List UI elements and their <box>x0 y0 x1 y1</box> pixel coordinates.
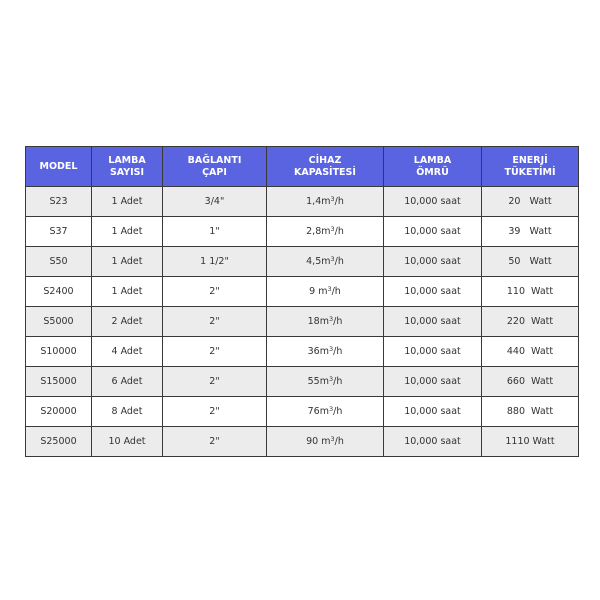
table-row <box>26 247 579 277</box>
cell-lamp-count: 2 Adet <box>92 307 163 337</box>
header-connection-diameter: BAĞLANTI ÇAPI <box>163 147 267 187</box>
cell-lamp-life: 10,000 saat <box>384 307 482 337</box>
table-row <box>26 277 579 307</box>
cell-connection: 2" <box>163 307 267 337</box>
cell-capacity <box>267 187 384 217</box>
table-body <box>26 187 579 457</box>
cell-lamp-life: 10,000 saat <box>384 397 482 427</box>
cell-capacity <box>267 247 384 277</box>
cell-lamp-count: 1 Adet <box>92 247 163 277</box>
capacity-value: 9 m <box>309 286 328 297</box>
capacity-unit-exponent: 3 <box>330 255 335 263</box>
capacity-value: 55m <box>307 376 329 387</box>
capacity-unit-exponent: 3 <box>327 285 332 293</box>
cell-lamp-life: 10,000 saat <box>384 187 482 217</box>
cell-model: S2400 <box>26 277 92 307</box>
cell-lamp-life: 10,000 saat <box>384 217 482 247</box>
cell-model: S25000 <box>26 427 92 457</box>
cell-capacity <box>267 397 384 427</box>
cell-energy: 50 Watt <box>482 247 579 277</box>
cell-energy: 660 Watt <box>482 367 579 397</box>
cell-capacity <box>267 217 384 247</box>
cell-lamp-life: 10,000 saat <box>384 427 482 457</box>
capacity-unit-exponent: 3 <box>328 375 334 383</box>
capacity-value: 76m <box>307 406 329 417</box>
capacity-unit-suffix: /h <box>334 196 344 207</box>
cell-lamp-count: 1 Adet <box>92 277 163 307</box>
spec-table <box>25 146 579 457</box>
cell-model: S15000 <box>26 367 92 397</box>
header-model: MODEL <box>26 147 92 187</box>
table-row <box>26 367 579 397</box>
capacity-unit-exponent: 3 <box>328 315 334 323</box>
cell-model: S10000 <box>26 337 92 367</box>
cell-connection: 2" <box>163 427 267 457</box>
capacity-value: 18m <box>307 316 329 327</box>
cell-model: S37 <box>26 217 92 247</box>
cell-capacity <box>267 307 384 337</box>
cell-connection: 3/4" <box>163 187 267 217</box>
table-row <box>26 187 579 217</box>
cell-connection: 2" <box>163 277 267 307</box>
capacity-unit-suffix: /h <box>333 346 343 357</box>
capacity-value: 36m <box>307 346 329 357</box>
header-lamp-life: LAMBA ÖMRÜ <box>384 147 482 187</box>
cell-lamp-life: 10,000 saat <box>384 277 482 307</box>
cell-connection: 2" <box>163 337 267 367</box>
capacity-unit-exponent: 3 <box>328 405 334 413</box>
cell-lamp-count: 6 Adet <box>92 367 163 397</box>
table-row <box>26 307 579 337</box>
cell-energy: 39 Watt <box>482 217 579 247</box>
capacity-unit-suffix: /h <box>333 406 343 417</box>
capacity-value: 4,5m <box>306 256 331 267</box>
cell-lamp-count: 10 Adet <box>92 427 163 457</box>
capacity-unit-suffix: /h <box>334 226 344 237</box>
capacity-unit-exponent: 3 <box>328 345 334 353</box>
cell-energy: 110 Watt <box>482 277 579 307</box>
cell-lamp-count: 4 Adet <box>92 337 163 367</box>
cell-connection: 1" <box>163 217 267 247</box>
capacity-unit-suffix: /h <box>334 436 344 447</box>
capacity-value: 90 m <box>306 436 331 447</box>
capacity-unit-suffix: /h <box>334 256 344 267</box>
cell-connection: 2" <box>163 367 267 397</box>
cell-model: S50 <box>26 247 92 277</box>
header-energy-consumption: ENERJİ TÜKETİMİ <box>482 147 579 187</box>
cell-capacity <box>267 277 384 307</box>
capacity-unit-suffix: /h <box>333 376 343 387</box>
capacity-value: 1,4m <box>306 196 331 207</box>
table-row <box>26 427 579 457</box>
capacity-unit-exponent: 3 <box>330 195 335 203</box>
table-row <box>26 337 579 367</box>
header-lamp-count: LAMBA SAYISI <box>92 147 163 187</box>
cell-energy: 220 Watt <box>482 307 579 337</box>
cell-lamp-count: 8 Adet <box>92 397 163 427</box>
cell-energy: 440 Watt <box>482 337 579 367</box>
cell-lamp-life: 10,000 saat <box>384 247 482 277</box>
cell-capacity <box>267 337 384 367</box>
cell-lamp-count: 1 Adet <box>92 217 163 247</box>
cell-lamp-life: 10,000 saat <box>384 337 482 367</box>
capacity-unit-suffix: /h <box>331 286 341 297</box>
capacity-value: 2,8m <box>306 226 331 237</box>
table-row <box>26 397 579 427</box>
cell-lamp-count: 1 Adet <box>92 187 163 217</box>
cell-model: S23 <box>26 187 92 217</box>
table-row <box>26 217 579 247</box>
cell-connection: 2" <box>163 397 267 427</box>
capacity-unit-exponent: 3 <box>330 225 335 233</box>
cell-model: S20000 <box>26 397 92 427</box>
cell-capacity <box>267 427 384 457</box>
cell-lamp-life: 10,000 saat <box>384 367 482 397</box>
capacity-unit-exponent: 3 <box>330 435 335 443</box>
cell-energy: 880 Watt <box>482 397 579 427</box>
cell-capacity <box>267 367 384 397</box>
cell-energy: 1110 Watt <box>482 427 579 457</box>
cell-connection: 1 1/2" <box>163 247 267 277</box>
header-row <box>26 147 579 187</box>
cell-energy: 20 Watt <box>482 187 579 217</box>
cell-model: S5000 <box>26 307 92 337</box>
header-device-capacity: CİHAZ KAPASİTESİ <box>267 147 384 187</box>
capacity-unit-suffix: /h <box>333 316 343 327</box>
